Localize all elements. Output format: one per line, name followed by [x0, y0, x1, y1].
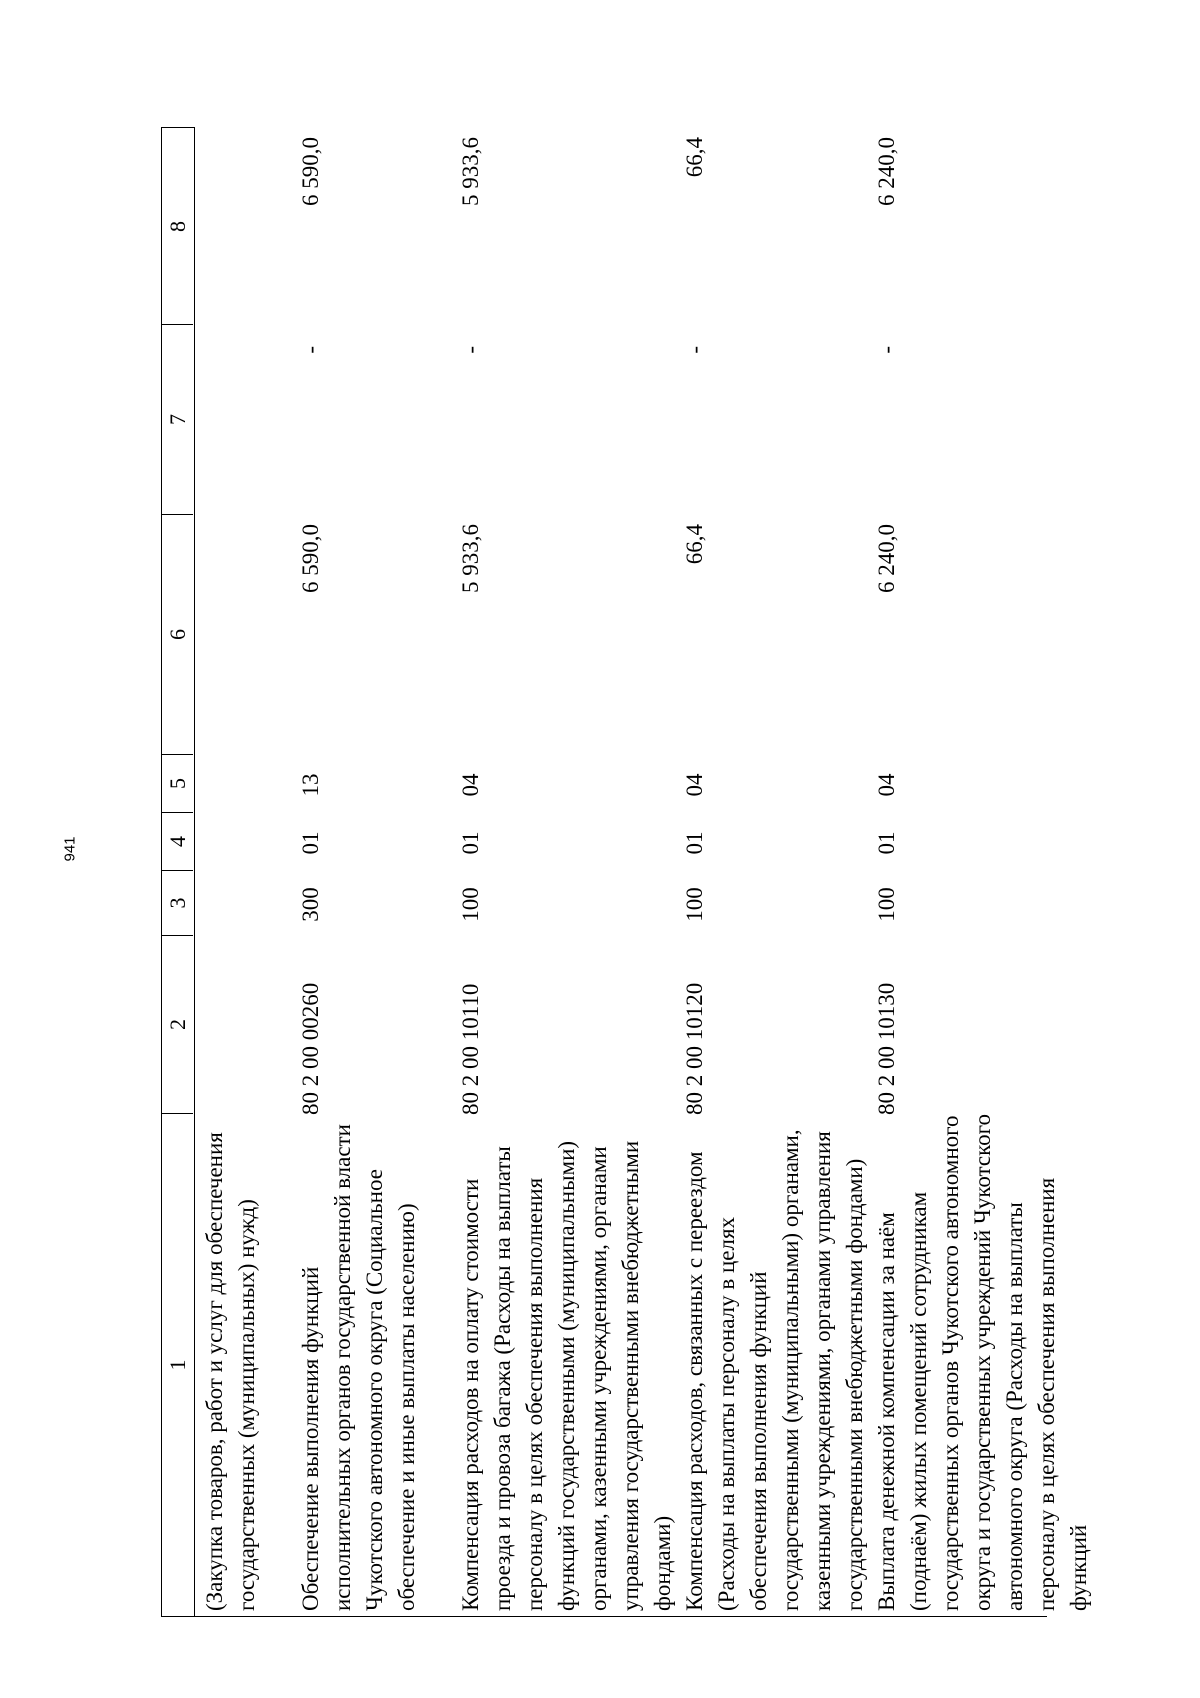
row-col-6: 6 240,0 — [874, 524, 899, 593]
row-col-5: 04 — [874, 773, 899, 797]
row-description: Компенсация расходов, связанных с переездом (Расходы на выплаты персоналу в целях обеспечения выполнения функций государственными (муниципальными) органами, казенными учреждениями, органами управления государственными внебюджетными фондами) — [682, 1129, 867, 1611]
row-col-4: 01 — [874, 831, 899, 855]
row-col-3: 100 — [458, 887, 483, 922]
header-col-8: 8 — [162, 129, 193, 325]
row-col-6: 66,4 — [682, 524, 707, 565]
row-col-5: 04 — [682, 773, 707, 797]
row-col-3: 300 — [298, 887, 323, 922]
header-col-3: 3 — [162, 871, 193, 936]
row-col-8: 6 590,0 — [298, 137, 323, 206]
header-col-4: 4 — [162, 813, 193, 871]
row-code: 80 2 00 00260 — [298, 982, 323, 1115]
row-col-3: 100 — [682, 887, 707, 922]
header-col-7: 7 — [162, 325, 193, 515]
row-col-3: 100 — [874, 887, 899, 922]
row-code: 80 2 00 10110 — [458, 983, 483, 1115]
row-description: Обеспечение выполнения функций исполнительных органов государственной власти Чукотского автономного округа (Социальное обеспечение и иные выплаты населению) — [298, 1124, 419, 1611]
page-number: 941 — [61, 836, 79, 862]
row-col-8: 66,4 — [682, 137, 707, 178]
header-col-2: 2 — [162, 936, 193, 1114]
row-col-8: 5 933,6 — [458, 137, 483, 206]
row-col-7: - — [874, 346, 899, 354]
header-col-5: 5 — [162, 755, 193, 813]
row-col-7: - — [682, 346, 707, 354]
row-col-5: 13 — [298, 773, 323, 797]
row-col-7: - — [298, 346, 323, 354]
table-header-row — [161, 127, 195, 1617]
budget-table — [161, 127, 1091, 1617]
row-description: Компенсация расходов на оплату стоимости проезда и провоза багажа (Расходы на выплаты персоналу в целях обеспечения выполнения функций государственными (муниципальными) органами, казенными учреждениями, органами управления государственными внебюджетными фондами) — [458, 1140, 675, 1611]
row-col-7: - — [458, 346, 483, 354]
row-col-8: 6 240,0 — [874, 137, 899, 206]
row-col-4: 01 — [458, 831, 483, 855]
row-description: Выплата денежной компенсации за наём (поднаём) жилых помещений сотрудникам государственных органов Чукотского автономного округа и государственных учреждений Чукотского автономного округа (Расходы на выплаты персоналу в целях обеспечения выполнения функций — [874, 1114, 1091, 1611]
row-col-5: 04 — [458, 773, 483, 797]
header-col-1: 1 — [164, 1359, 190, 1371]
row-col-6: 5 933,6 — [458, 524, 483, 593]
header-col-6: 6 — [162, 515, 193, 755]
row-col-4: 01 — [682, 831, 707, 855]
row-description: (Закупка товаров, работ и услуг для обеспечения государственных (муниципальных) нужд) — [202, 1132, 259, 1611]
row-col-4: 01 — [298, 831, 323, 855]
row-code: 80 2 00 10130 — [874, 982, 899, 1115]
row-code: 80 2 00 10120 — [682, 982, 707, 1115]
table-left-border — [195, 1616, 1047, 1617]
row-col-6: 6 590,0 — [298, 524, 323, 593]
